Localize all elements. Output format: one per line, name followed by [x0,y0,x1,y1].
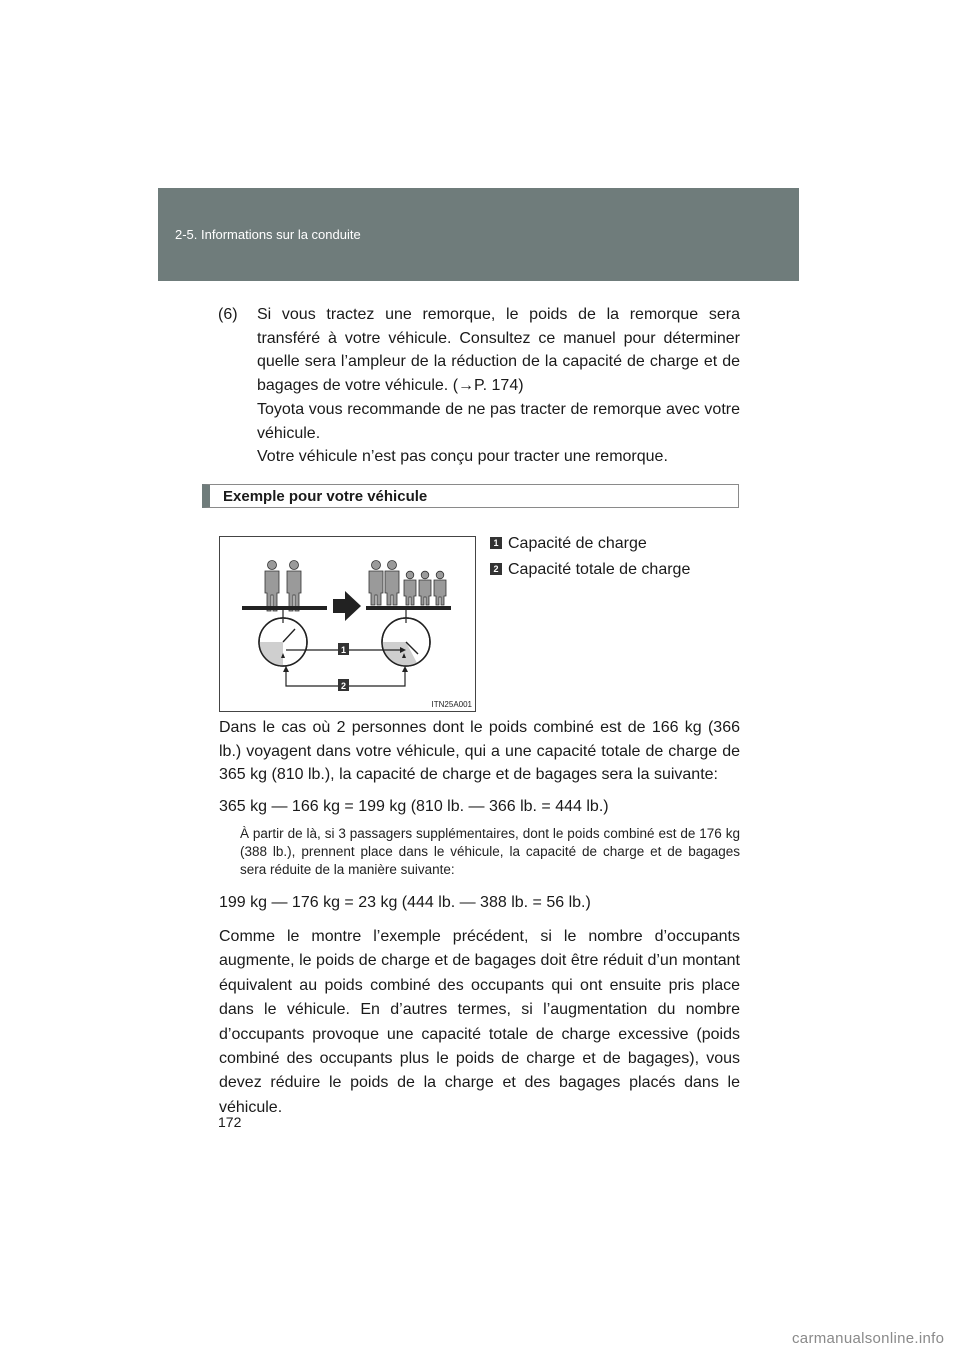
legend-text-1: Capacité de charge [508,535,647,552]
legend-item-2 [490,561,690,579]
arrow-right-icon [333,591,361,621]
figure-label-2: 2 [340,681,347,691]
page-number: 172 [218,1114,242,1130]
figure-label-1: 1 [340,645,347,655]
load-capacity-illustration [219,536,476,712]
five-persons-icon [369,561,446,606]
conclusion-paragraph: Comme le montre l’exemple précédent, si le nombre d’occupants augmente, le poids de charge et de bagages doit être réduit d’un montant équivalent au poids combiné des occupants qui ont ensuite pris place dans le véhicule. En d’autres termes, si l’augmentation du nombre d’occupants provoque une capacité totale de charge excessive (poids combiné des occupants plus le poids de charge et de bagages), vous devez réduire le poids de la charge et des bagages placés dans le véhicule. [219,928,740,1116]
legend-badge-1: 1 [490,537,502,549]
example-paragraph: Dans le cas où 2 personnes dont le poids combiné est de 166 kg (366 lb.) voyagent dans votre véhicule, qui a une capacité totale de charge de 365 kg (810 lb.), la capacité de charge et de bagages sera la suivante: [219,719,740,783]
equation-2: 199 kg — 176 kg = 23 kg (444 lb. — 388 lb. = 56 lb.) [219,894,591,911]
item-recommendation: Toyota vous recommande de ne pas tracter de remorque avec votre véhicule. [257,401,740,442]
right-platform [366,606,451,610]
watermark: carmanualsonline.info [792,1330,945,1347]
figure-code: ITN25A001 [431,700,472,709]
equation-1: 365 kg — 166 kg = 199 kg (810 lb. — 366 lb. = 444 lb.) [219,798,609,815]
left-scale-gauge [259,618,307,666]
two-persons-icon [265,561,301,612]
section-title: Exemple pour votre véhicule [223,488,428,505]
additional-passengers-note: À partir de là, si 3 passagers supplémentaires, dont le poids combiné est de 176 kg (388 lb.), prennent place dans le véhicule, la capacité de charge et de bagages sera réduite de la manière suivante: [240,826,740,877]
legend-text-2: Capacité totale de charge [508,561,691,578]
illustration-svg [220,537,475,711]
left-platform [242,606,327,610]
breadcrumb: 2-5. Informations sur la conduite [175,227,361,242]
legend-badge-2: 2 [490,563,502,575]
item-text: Si vous tractez une remorque, le poids de la remorque sera transféré à votre véhicule. Consultez ce manuel pour déterminer quelle sera l’ampleur de la réduction de la capacité de charge et de bagages de votre véhicule. (→P. 174) [257,306,740,394]
right-scale-gauge [382,618,430,666]
legend-item-1 [490,535,647,553]
item-number: (6) [218,306,238,323]
item-note: Votre véhicule n’est pas conçu pour tracter une remorque. [257,448,668,465]
section-heading [202,484,739,508]
